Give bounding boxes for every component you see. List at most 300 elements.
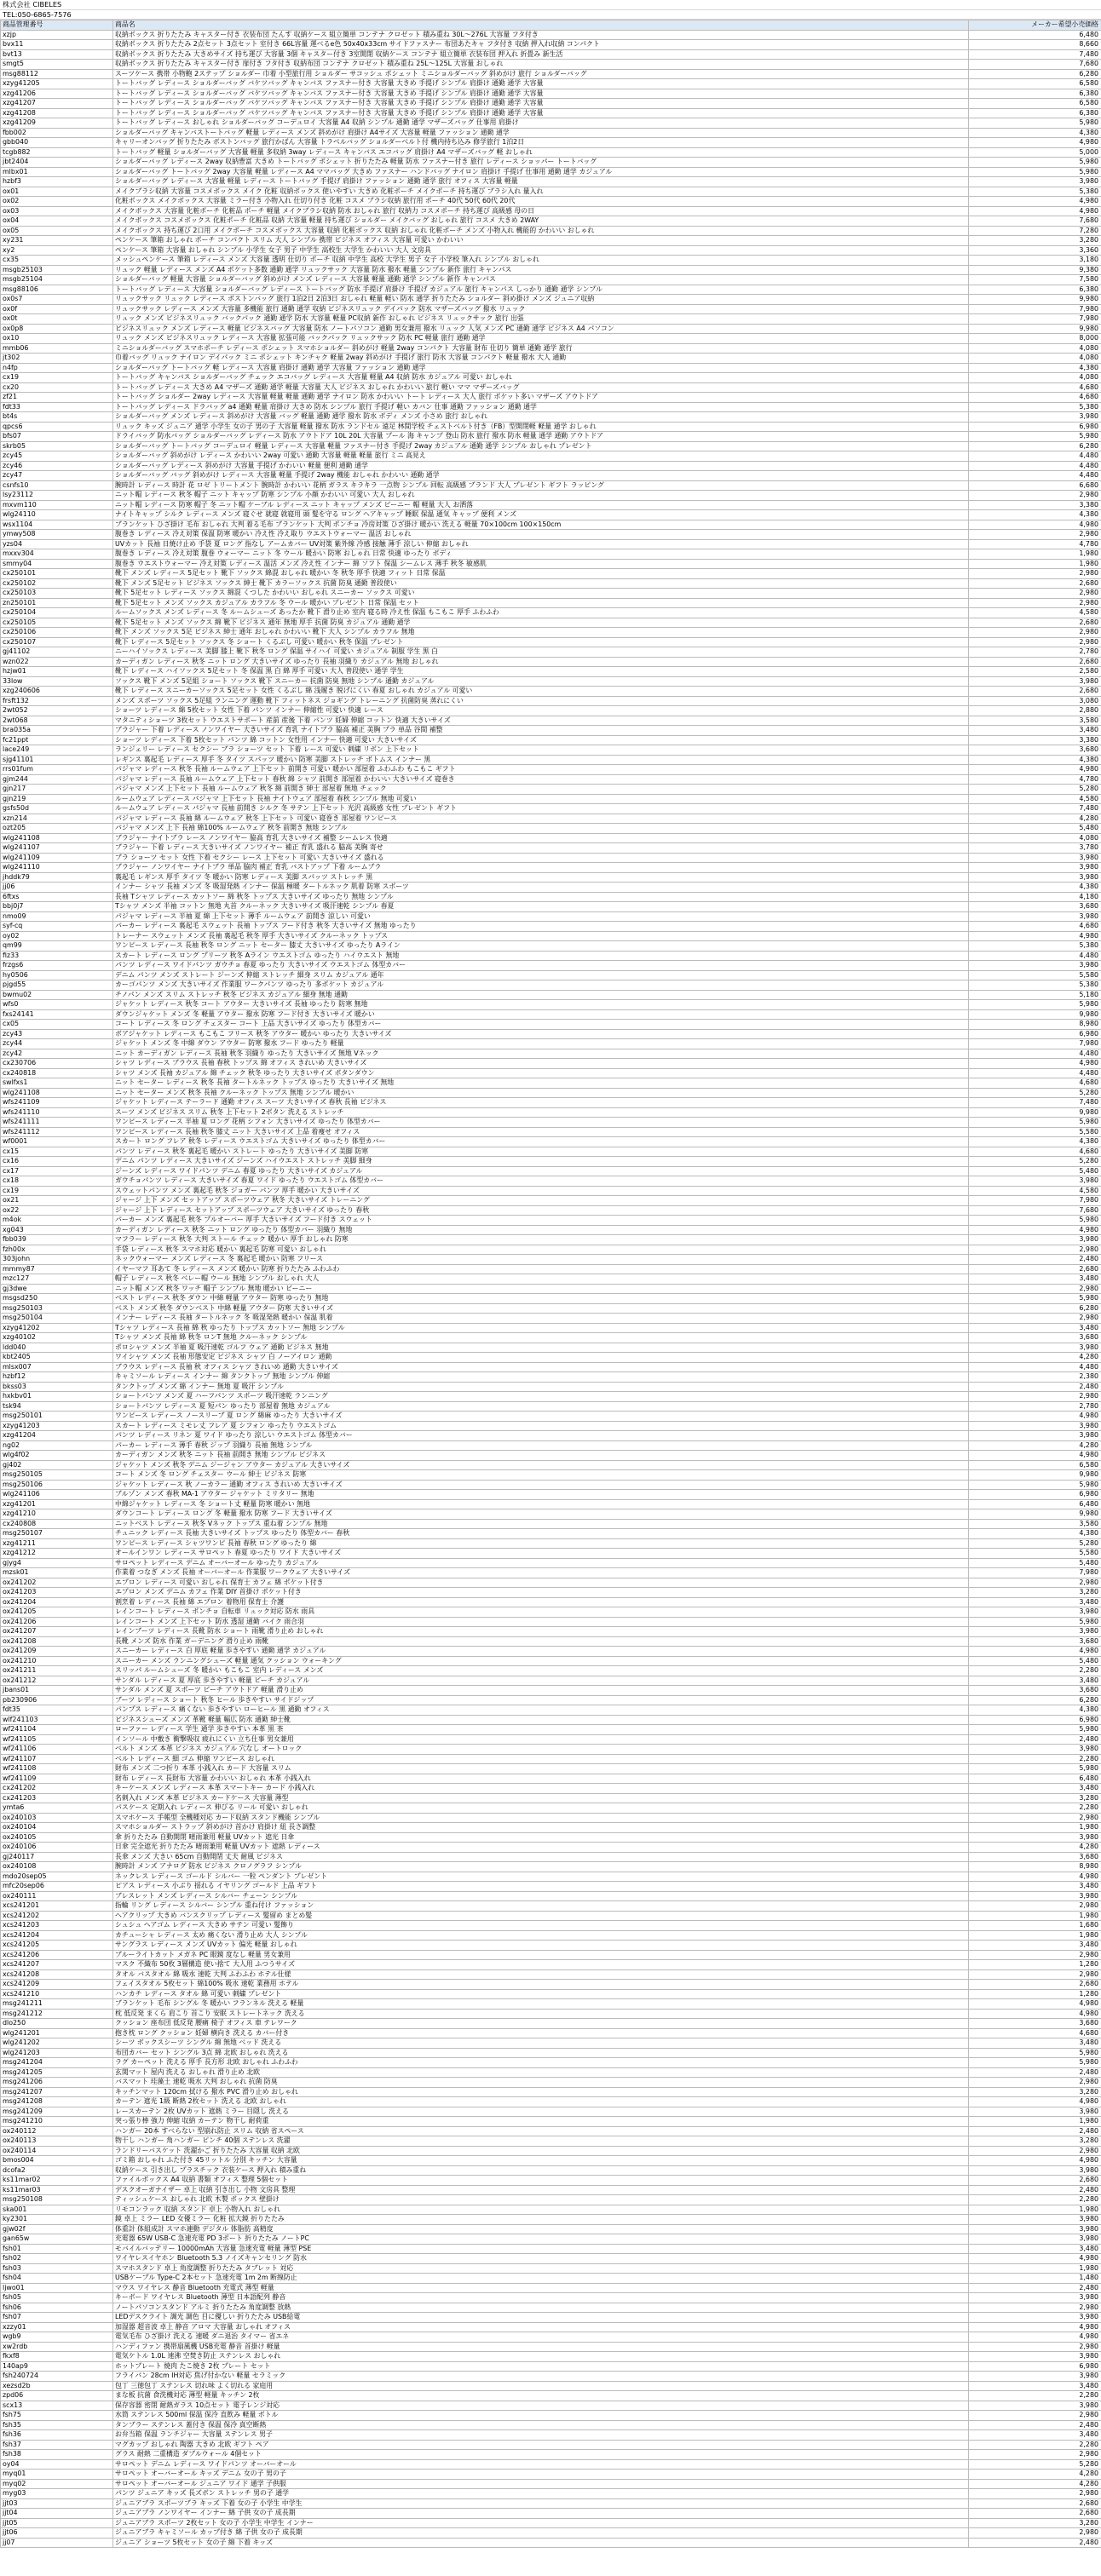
- cell-product-id[interactable]: zn250101: [1, 598, 113, 608]
- cell-product-id[interactable]: cx250106: [1, 628, 113, 638]
- cell-product-id[interactable]: fsh38: [1, 2450, 113, 2460]
- cell-product-id[interactable]: wlg4f02: [1, 1451, 113, 1461]
- cell-price[interactable]: 7,980: [969, 1568, 1101, 1578]
- cell-product-id[interactable]: wlg241110: [1, 863, 113, 873]
- cell-product-id[interactable]: xzg41212: [1, 1549, 113, 1559]
- cell-price[interactable]: 4,680: [969, 393, 1101, 403]
- cell-product-id[interactable]: wlg241201: [1, 2028, 113, 2038]
- cell-product-name[interactable]: 靴下 メンズ 5足セット ビジネス ソックス 紳士 靴下 カラーソックス 抗菌 防臭 通勤 普段使い: [113, 578, 969, 589]
- cell-product-id[interactable]: cx250105: [1, 618, 113, 628]
- cell-product-name[interactable]: ジャケット レディース 秋 ノーカラー 通勤 オフィス きれいめ 大きいサイズ: [113, 1480, 969, 1490]
- cell-product-id[interactable]: wlf241103: [1, 1715, 113, 1725]
- cell-product-name[interactable]: 傘 折りたたみ 自動開閉 晴雨兼用 軽量 UVカット 遮光 日傘: [113, 1832, 969, 1843]
- cell-product-id[interactable]: wlg241108: [1, 833, 113, 843]
- cell-product-name[interactable]: ショーツ レディース 綿 5枚セット 女性 下着 パンツ インナー 伸縮性 可愛い 快適 レース: [113, 706, 969, 716]
- cell-price[interactable]: 5,980: [969, 432, 1101, 442]
- cell-product-id[interactable]: gj402: [1, 1460, 113, 1470]
- cell-product-name[interactable]: スマホケース 手帳型 全機種対応 カード収納 スタンド機能 シンプル: [113, 1813, 969, 1823]
- cell-product-name[interactable]: 抱き枕 ロング クッション 妊婦 横向き 洗える カバー付き: [113, 2028, 969, 2038]
- cell-product-id[interactable]: smmy04: [1, 559, 113, 569]
- cell-price[interactable]: 3,480: [969, 1784, 1101, 1794]
- cell-product-name[interactable]: オールインワン レディース サロペット 春夏 ゆったり ワイド 大きいサイズ: [113, 1549, 969, 1559]
- cell-product-id[interactable]: xcs241205: [1, 1941, 113, 1951]
- cell-product-id[interactable]: mzc127: [1, 1274, 113, 1285]
- cell-price[interactable]: 4,480: [969, 461, 1101, 471]
- cell-product-name[interactable]: 財布 レディース 長財布 大容量 かわいい おしゃれ 本革 小銭入れ: [113, 1774, 969, 1784]
- cell-price[interactable]: 3,980: [969, 2165, 1101, 2176]
- cell-product-id[interactable]: jjt03: [1, 2498, 113, 2509]
- cell-product-name[interactable]: ジュニア ショーツ 5枚セット 女の子 綿 下着 キッズ: [113, 2538, 969, 2548]
- cell-product-id[interactable]: cx250102: [1, 578, 113, 589]
- cell-product-id[interactable]: bvx11: [1, 40, 113, 50]
- cell-price[interactable]: 4,380: [969, 1137, 1101, 1147]
- cell-product-id[interactable]: ljwo01: [1, 2283, 113, 2293]
- cell-price[interactable]: 3,480: [969, 1597, 1101, 1607]
- cell-product-id[interactable]: ox0s7: [1, 295, 113, 305]
- cell-price[interactable]: 3,480: [969, 2244, 1101, 2254]
- cell-product-name[interactable]: カーディガン メンズ 秋冬 ニット 長袖 前開き 無地 シンプル ビジネス: [113, 1451, 969, 1461]
- cell-product-name[interactable]: ブラジャー 下着 レディース ノンワイヤー 大きいサイズ 育乳 ナイトブラ 脇高 補正 美胸 ブラ 単品 谷間 補整: [113, 726, 969, 736]
- cell-product-name[interactable]: パジャマ レディース 半袖 夏 綿 上下セット 薄手 ルームウェア 前開き 涼しい 可愛い: [113, 911, 969, 922]
- cell-product-name[interactable]: Tシャツ レディース 長袖 綿 秋 ゆったり トップス カットソー 無地 シンプル: [113, 1323, 969, 1333]
- cell-product-name[interactable]: リュック メンズ ビジネスリュック バックパック 通勤 通学 防水 大容量 軽量 PC収納 新作 おしゃれ ビジネス リュックサック 旅行 出張: [113, 314, 969, 325]
- cell-product-name[interactable]: 包丁 三徳包丁 ステンレス 切れ味 よく切れる 家庭用: [113, 2381, 969, 2391]
- cell-product-id[interactable]: ozt205: [1, 824, 113, 834]
- cell-price[interactable]: 3,580: [969, 716, 1101, 726]
- cell-product-name[interactable]: ニーハイソックス レディース 美脚 膝上 靴下 秋冬 ロング 保温 サイハイ 可愛い カジュアル 制服 学生 黒 白: [113, 647, 969, 658]
- cell-product-id[interactable]: fc21ppt: [1, 735, 113, 745]
- cell-price[interactable]: 2,980: [969, 2450, 1101, 2460]
- cell-price[interactable]: 3,980: [969, 2215, 1101, 2225]
- cell-product-name[interactable]: ベルト レディース 細 ゴム 伸縮 ワンピース おしゃれ: [113, 1754, 969, 1764]
- cell-price[interactable]: 2,380: [969, 1372, 1101, 1383]
- cell-product-id[interactable]: cx241203: [1, 1793, 113, 1803]
- cell-price[interactable]: 3,980: [969, 1343, 1101, 1353]
- cell-product-id[interactable]: ox22: [1, 1205, 113, 1216]
- cell-price[interactable]: 4,180: [969, 892, 1101, 902]
- cell-product-name[interactable]: トートバッグ レディース 大きめ A4 マザーズ 通勤 通学 軽量 大容量 大人 ビジネス おしゃれ かわいい 旅行 軽い ママ マザーズバッグ: [113, 382, 969, 393]
- cell-product-name[interactable]: カーテン 遮光 1級 断熱 2枚セット 洗える 北欧 おしゃれ: [113, 2097, 969, 2107]
- cell-price[interactable]: 4,480: [969, 1049, 1101, 1059]
- cell-product-name[interactable]: 靴下 5足セット メンズ ソックス 綿 靴下 ビジネス 通年 無地 厚手 抗菌 防臭 カジュアル 通勤 通学: [113, 618, 969, 628]
- cell-price[interactable]: 9,980: [969, 1509, 1101, 1520]
- cell-product-name[interactable]: 靴下 メンズ ソックス 5足 ビジネス 紳士 通年 おしゃれ かわいい 靴下 大人 シンプル カラフル 無地: [113, 628, 969, 638]
- cell-price[interactable]: 4,280: [969, 1353, 1101, 1363]
- cell-price[interactable]: 6,380: [969, 89, 1101, 99]
- cell-product-name[interactable]: パスケース 定期入れ レディース 伸びる リール 可愛い おしゃれ: [113, 1803, 969, 1814]
- cell-product-id[interactable]: xezsd2b: [1, 2381, 113, 2391]
- cell-product-name[interactable]: 収納ボックス 折りたたみ 大きめサイズ 持ち運び 大容量 3個 キャスター付き 3室開閉 収納ケース コンテナ 組立簡単 衣装布団 押入れ 折畳み 新生活: [113, 49, 969, 60]
- cell-product-name[interactable]: ニット セーター メンズ 秋冬 長袖 クルーネック トップス 無地 シンプル 暖かい: [113, 1088, 969, 1098]
- cell-product-name[interactable]: 布団カバー セット シングル 3点 綿 北欧 おしゃれ 洗える: [113, 2048, 969, 2058]
- cell-product-name[interactable]: ブラジャー 下着 レディース 大きいサイズ ノンワイヤー 補正 育乳 盛れる 脇高 美胸 寄せ: [113, 843, 969, 854]
- cell-product-id[interactable]: fsh03: [1, 2263, 113, 2274]
- cell-product-id[interactable]: ox0p8: [1, 324, 113, 334]
- cell-product-id[interactable]: xzg41211: [1, 1538, 113, 1549]
- cell-product-name[interactable]: ショルダーバッグ トートバッグ 2way 大容量 軽量 レディース A4 ママバッグ 大きめ ファスナー ハンドバッグ ナイロン 肩掛け 手提げ 仕事用 通勤 通学 カジュアル: [113, 167, 969, 177]
- cell-price[interactable]: 4,980: [969, 1647, 1101, 1657]
- cell-product-name[interactable]: カーディガン レディース 秋冬 ニット ロング 大きいサイズ ゆったり 長袖 羽織り カジュアル 無地 おしゃれ: [113, 657, 969, 667]
- cell-product-name[interactable]: コート メンズ 冬 ロング チェスター ウール 紳士 ビジネス 防寒: [113, 1470, 969, 1481]
- cell-product-id[interactable]: wf241109: [1, 1774, 113, 1784]
- cell-product-id[interactable]: tsk94: [1, 1401, 113, 1412]
- cell-product-name[interactable]: UVカット 長袖 日焼け止め 手袋 夏 ロング 指なし アームカバー UV対策 紫外線 冷感 接触 薄手 涼しい 伸縮 おしゃれ: [113, 539, 969, 549]
- cell-product-name[interactable]: ワンピース レディース 長袖 秋冬 膝丈 ニット 大きいサイズ 上品 着痩せ オフィス: [113, 1127, 969, 1137]
- cell-price[interactable]: 2,980: [969, 1578, 1101, 1588]
- cell-price[interactable]: 3,980: [969, 2372, 1101, 2382]
- cell-product-id[interactable]: fzh00x: [1, 1245, 113, 1255]
- cell-product-name[interactable]: マスク 不織布 50枚 3層構造 使い捨て 大人用 ふつうサイズ: [113, 1960, 969, 1970]
- cell-product-name[interactable]: ジーンズ レディース ワイドパンツ デニム 春夏 ゆったり 大きいサイズ カジュアル: [113, 1166, 969, 1176]
- cell-product-name[interactable]: リュック 軽量 レディース メンズ A4 ポケット多数 通勤 通学 リュックサック 大容量 防水 撥水 軽量 シンプル 新作 旅行 キャンパス: [113, 265, 969, 275]
- cell-price[interactable]: 4,980: [969, 197, 1101, 207]
- cell-price[interactable]: 2,980: [969, 569, 1101, 579]
- cell-product-name[interactable]: リュックサック リュック レディース ボストンバッグ 旅行 1泊2日 2泊3日 おしゃれ 軽量 軽い 防水 通学 折りたたみ ショルダー 斜め掛け メンズ ジュニア収納: [113, 295, 969, 305]
- cell-price[interactable]: 4,980: [969, 1872, 1101, 1882]
- cell-price[interactable]: 6,580: [969, 79, 1101, 89]
- cell-product-name[interactable]: バスマット 珪藻土 速乾 吸水 大判 おしゃれ 抗菌 防臭: [113, 2078, 969, 2088]
- cell-product-id[interactable]: pjgd55: [1, 980, 113, 991]
- cell-price[interactable]: 3,980: [969, 2107, 1101, 2117]
- cell-product-id[interactable]: fiz33: [1, 951, 113, 961]
- cell-price[interactable]: 5,380: [969, 941, 1101, 952]
- cell-product-name[interactable]: デスクオーガナイザー 卓上 収納 引き出し 小物 文房具 整理: [113, 2185, 969, 2195]
- cell-price[interactable]: 4,280: [969, 1440, 1101, 1451]
- cell-product-name[interactable]: ワイシャツ メンズ 長袖 形態安定 ビジネス シャツ 白 ノーアイロン 通勤: [113, 1353, 969, 1363]
- cell-product-id[interactable]: wfs241110: [1, 1107, 113, 1118]
- cell-product-name[interactable]: ベスト レディース 秋冬 ダウン 中綿 軽量 アウター 防寒 ゆったり 無地: [113, 1294, 969, 1304]
- cell-product-id[interactable]: fsh75: [1, 2411, 113, 2421]
- cell-product-id[interactable]: mmb06: [1, 343, 113, 354]
- cell-product-name[interactable]: ショルダーバッグ キャンバストートバッグ 軽量 レディース メンズ 斜めがけ 肩掛け A4サイズ 大容量 軽量 ファッション 通勤 通学: [113, 128, 969, 138]
- cell-price[interactable]: 1,980: [969, 2117, 1101, 2127]
- cell-product-name[interactable]: ジュニアブラ ノンワイヤー インナー 綿 子供 女の子 成長期: [113, 2509, 969, 2519]
- cell-product-id[interactable]: qm99: [1, 941, 113, 952]
- cell-product-id[interactable]: bra035a: [1, 726, 113, 736]
- cell-product-name[interactable]: スカート レディース ミモレ丈 フレア 夏 シフォン ゆったり ウエストゴム: [113, 1421, 969, 1431]
- cell-product-name[interactable]: 体重計 体組成計 スマホ連動 デジタル 体脂肪 高精度: [113, 2224, 969, 2234]
- cell-product-id[interactable]: msg241208: [1, 2097, 113, 2107]
- cell-price[interactable]: 3,680: [969, 1636, 1101, 1647]
- cell-product-id[interactable]: ks11mar03: [1, 2185, 113, 2195]
- cell-price[interactable]: 2,880: [969, 706, 1101, 716]
- cell-product-name[interactable]: ジャージ 上下 レディース セットアップ スポーツウェア 大きいサイズ ゆったり 春秋: [113, 1205, 969, 1216]
- cell-price[interactable]: 2,980: [969, 589, 1101, 599]
- cell-price[interactable]: 2,980: [969, 2078, 1101, 2088]
- cell-product-id[interactable]: n4fp: [1, 363, 113, 373]
- cell-price[interactable]: 4,980: [969, 1412, 1101, 1422]
- cell-product-id[interactable]: wfs0: [1, 1000, 113, 1010]
- cell-product-id[interactable]: cx250107: [1, 637, 113, 647]
- cell-price[interactable]: 4,480: [969, 951, 1101, 961]
- cell-product-id[interactable]: wf241108: [1, 1764, 113, 1774]
- cell-product-name[interactable]: レギンス 裏起毛 レディース 厚手 冬 タイツ スパッツ 暖かい 防寒 美脚 ストレッチ ボトムス インナー 黒: [113, 755, 969, 765]
- cell-product-id[interactable]: wf241106: [1, 1745, 113, 1755]
- cell-product-name[interactable]: 巾着バッグ リュック ナイロン デイパック ミニ ポシェット キンチャク 軽量 2way 斜めがけ 手提げ 旅行 防水 大容量 コンパクト 軽量 撥水 大人 通勤: [113, 354, 969, 364]
- column-header-price[interactable]: メーカー希望小売価格: [969, 20, 1101, 31]
- cell-product-name[interactable]: インソール 中敷き 衝撃吸収 疲れにくい 立ち仕事 男女兼用: [113, 1734, 969, 1745]
- cell-product-id[interactable]: fsh05: [1, 2293, 113, 2303]
- cell-product-name[interactable]: リュック メンズ ビジネスリュック レディース 大容量 拡張可能 バックパック リュックサック 防水 PC 軽量 旅行 通勤 通学: [113, 334, 969, 344]
- cell-product-name[interactable]: ショルダーバッグ レディース 斜めがけ 大容量 手提げ かわいい 軽量 便利 通勤 通学: [113, 461, 969, 471]
- cell-product-name[interactable]: トートバッグ キャンバス ショルダーバッグ チェック エコバッグ レディース 大容量 軽量 A4 収納 防水 カジュアル 可愛い おしゃれ: [113, 373, 969, 383]
- cell-product-id[interactable]: cx19: [1, 373, 113, 383]
- cell-product-name[interactable]: パジャマ レディース 長袖 綿 ルームウェア 秋冬 上下セット 可愛い 寝巻き 部屋着 ワンピース: [113, 814, 969, 824]
- cell-product-name[interactable]: ニットベスト レディース 秋冬 Vネック トップス 重ね着 シンプル 無地: [113, 1519, 969, 1529]
- cell-price[interactable]: 2,680: [969, 1980, 1101, 1990]
- cell-product-id[interactable]: 303john: [1, 1255, 113, 1265]
- cell-price[interactable]: 2,280: [969, 2391, 1101, 2401]
- cell-product-name[interactable]: マウス ワイヤレス 静音 Bluetooth 充電式 薄型 軽量: [113, 2283, 969, 2293]
- cell-product-id[interactable]: xy231: [1, 236, 113, 246]
- cell-price[interactable]: 2,980: [969, 2411, 1101, 2421]
- cell-price[interactable]: 3,360: [969, 245, 1101, 256]
- cell-product-id[interactable]: bt4s: [1, 412, 113, 423]
- cell-product-id[interactable]: xzg41210: [1, 1509, 113, 1520]
- cell-product-id[interactable]: cx250103: [1, 589, 113, 599]
- cell-product-id[interactable]: xcs241207: [1, 1960, 113, 1970]
- cell-product-name[interactable]: ペンケース 筆箱 おしゃれ ポーチ コンパクト スリム 大人 シンプル 携帯 ビジネス オフィス 大容量 可愛い かわいい: [113, 236, 969, 246]
- cell-price[interactable]: 5,980: [969, 1118, 1101, 1128]
- cell-product-id[interactable]: fxs24141: [1, 1009, 113, 1020]
- cell-product-id[interactable]: ox240111: [1, 1891, 113, 1901]
- cell-product-name[interactable]: ファイルボックス A4 収納 書類 オフィス 整理 5個セット: [113, 2176, 969, 2186]
- cell-product-id[interactable]: mxvm110: [1, 500, 113, 510]
- cell-product-id[interactable]: jjt04: [1, 2509, 113, 2519]
- cell-product-name[interactable]: ペンケース 筆箱 大容量 おしゃれ シンプル 小学生 女子 男子 中学生 高校生 大学生 かわいい 大人 文房具: [113, 245, 969, 256]
- cell-product-id[interactable]: xzyg41202: [1, 1323, 113, 1333]
- cell-product-id[interactable]: fsh07: [1, 2313, 113, 2323]
- cell-product-id[interactable]: msg250103: [1, 1303, 113, 1314]
- cell-price[interactable]: 2,480: [969, 1734, 1101, 1745]
- cell-product-name[interactable]: ショーツ レディース 下着 5枚セット パンツ 綿 コットン 女性用 インナー 快適 可愛い 大きいサイズ: [113, 735, 969, 745]
- cell-product-name[interactable]: ローファー レディース 学生 通学 歩きやすい 本革 黒 茶: [113, 1725, 969, 1735]
- cell-product-name[interactable]: ナイトキャップ シルク レディース メンズ 寝ぐせ 就寝 就寝用 頭 髪を守る ロング ヘアキャップ 睡眠 保温 通気 キャップ 便利 メンズ: [113, 510, 969, 520]
- cell-product-name[interactable]: エプロン レディース 可愛い おしゃれ 保育士 カフェ 綿 ポケット付き: [113, 1578, 969, 1588]
- cell-price[interactable]: 2,980: [969, 2489, 1101, 2499]
- cell-price[interactable]: 6,980: [969, 2361, 1101, 2372]
- cell-product-name[interactable]: 靴下 メンズ レディース 5足セット 靴下 ソックス 綿混 おしゃれ 暖かい 冬 秋冬 厚手 快適 フィット 日常 保温: [113, 569, 969, 579]
- cell-price[interactable]: 3,980: [969, 2352, 1101, 2362]
- cell-product-id[interactable]: xcs241204: [1, 1930, 113, 1941]
- cell-product-name[interactable]: まな板 抗菌 食洗機対応 薄型 軽量 キッチン 2枚: [113, 2391, 969, 2401]
- cell-product-name[interactable]: サンダル メンズ 夏 スポーツ ビーチ アウトドア 軽量 滑り止め: [113, 1686, 969, 1696]
- cell-product-name[interactable]: 長傘 メンズ 大きい 65cm 自動開閉 丈夫 耐風 ビジネス: [113, 1852, 969, 1862]
- cell-product-name[interactable]: サロペット オーバーオール キッズ デニム 女の子 男の子: [113, 2470, 969, 2480]
- cell-product-id[interactable]: msg250104: [1, 1314, 113, 1324]
- cell-price[interactable]: 3,980: [969, 2293, 1101, 2303]
- cell-product-id[interactable]: cx16: [1, 1157, 113, 1167]
- cell-price[interactable]: 2,980: [969, 1901, 1101, 1912]
- cell-product-name[interactable]: トートバッグ レディース ショルダーバッグ バケツバッグ キャンバス ファスナー付き 大容量 大きめ 手提げ シンプル 肩掛け 通勤 通学 大容量: [113, 89, 969, 99]
- cell-product-id[interactable]: zpd06: [1, 2391, 113, 2401]
- cell-product-name[interactable]: トートバッグ レディース おしゃれ ショルダーバッグ コーデュロイ 大容量 A4 収納 シンプル 通勤 通学 マザーズバッグ 仕事用 肩掛け: [113, 118, 969, 129]
- cell-product-name[interactable]: シャツ メンズ 長袖 カジュアル 綿 チェック 秋冬 ゆったり 大きいサイズ ボタンダウン: [113, 1068, 969, 1078]
- cell-price[interactable]: 5,280: [969, 785, 1101, 795]
- cell-product-id[interactable]: fsh01: [1, 2244, 113, 2254]
- cell-product-id[interactable]: msgsd250: [1, 1294, 113, 1304]
- cell-price[interactable]: 3,980: [969, 911, 1101, 922]
- cell-product-name[interactable]: 突っ張り棒 強力 伸縮 収納 カーテン 物干し 耐荷重: [113, 2117, 969, 2127]
- cell-price[interactable]: 5,980: [969, 1725, 1101, 1735]
- cell-product-name[interactable]: ガウチョパンツ レディース 大きいサイズ 春夏 ワイド ゆったり ウエストゴム 体型カバー: [113, 1176, 969, 1187]
- cell-product-name[interactable]: サロペット オーバーオール ジュニア ワイド 通学 子供服: [113, 2479, 969, 2489]
- cell-product-name[interactable]: ラグ カーペット 洗える 厚手 長方形 北欧 おしゃれ ふわふわ: [113, 2058, 969, 2068]
- cell-price[interactable]: 2,980: [969, 1392, 1101, 1402]
- cell-price[interactable]: 2,680: [969, 2176, 1101, 2186]
- cell-product-id[interactable]: msg88112: [1, 69, 113, 79]
- cell-product-name[interactable]: ショルダーバッグ メンズ レディース 斜めがけ 大容量 バッグ 軽量 通勤 通学 撥水 防水 ボディ メンズ 小さめ 旅行 おしゃれ: [113, 412, 969, 423]
- cell-product-name[interactable]: ネックウォーマー メンズ レディース 冬 裏起毛 暖かい 防寒 フリース: [113, 1255, 969, 1265]
- cell-product-id[interactable]: smgt5: [1, 60, 113, 70]
- cell-product-name[interactable]: レースカーテン 2枚 UVカット 遮熱 ミラー 目隠し 洗える: [113, 2107, 969, 2117]
- cell-price[interactable]: 4,080: [969, 343, 1101, 354]
- cell-product-name[interactable]: シーツ ボックスシーツ シングル 綿 無地 ベッド 洗える: [113, 2038, 969, 2049]
- cell-product-name[interactable]: ジャージ 上下 メンズ セットアップ スポーツウェア 秋冬 大きいサイズ トレーニング: [113, 1196, 969, 1206]
- cell-price[interactable]: 9,980: [969, 295, 1101, 305]
- cell-product-id[interactable]: wsx1104: [1, 520, 113, 530]
- cell-product-id[interactable]: ox240114: [1, 2146, 113, 2156]
- cell-price[interactable]: 4,780: [969, 774, 1101, 785]
- cell-product-id[interactable]: wlg241203: [1, 2048, 113, 2058]
- cell-product-name[interactable]: トレーナー スウェット メンズ 長袖 裏起毛 秋冬 厚手 大きいサイズ クルーネック トップス: [113, 931, 969, 941]
- cell-product-id[interactable]: msg88106: [1, 285, 113, 295]
- cell-product-id[interactable]: wf241104: [1, 1725, 113, 1735]
- cell-price[interactable]: 3,080: [969, 696, 1101, 706]
- cell-product-id[interactable]: fbb039: [1, 1235, 113, 1245]
- cell-price[interactable]: 8,000: [969, 334, 1101, 344]
- cell-product-name[interactable]: スマホショルダー ストラップ 斜めがけ 首かけ 肩掛け 紐 長さ調整: [113, 1823, 969, 1833]
- cell-product-name[interactable]: ベスト メンズ 秋冬 ダウンベスト 中綿 軽量 アウター 防寒 大きいサイズ: [113, 1303, 969, 1314]
- cell-price[interactable]: 3,480: [969, 1882, 1101, 1892]
- cell-product-id[interactable]: ox04: [1, 216, 113, 227]
- cell-product-name[interactable]: レインコート レディース ポンチョ 自転車 リュック対応 防水 雨具: [113, 1607, 969, 1618]
- cell-product-name[interactable]: シャツ レディース ブラウス 長袖 春秋 トップス 綿 オフィス きれいめ 大きいサイズ: [113, 1059, 969, 1069]
- cell-product-name[interactable]: 収納ボックス 折りたたみ キャスター付き 扉付き フタ付き 収納布団 コンテナ クロゼット 積み重ね 25L〜125L 大容量 おしゃれ: [113, 60, 969, 70]
- cell-product-name[interactable]: クッション 座布団 低反発 腰痛 椅子 オフィス 車 テレワーク: [113, 2019, 969, 2029]
- cell-product-id[interactable]: mlbx01: [1, 167, 113, 177]
- cell-price[interactable]: 6,680: [969, 480, 1101, 491]
- cell-product-name[interactable]: ダウンコート レディース ロング 冬 軽量 撥水 防寒 フード 大きいサイズ: [113, 1509, 969, 1520]
- cell-product-id[interactable]: gjn219: [1, 794, 113, 804]
- cell-product-name[interactable]: ワンピース レディース ノースリーブ 夏 ロング 綿麻 ゆったり 大きいサイズ: [113, 1412, 969, 1422]
- cell-product-id[interactable]: xzg41204: [1, 1431, 113, 1441]
- cell-product-name[interactable]: キャミソール レディース インナー 綿 タンクトップ 無地 シンプル 伸縮: [113, 1372, 969, 1383]
- cell-product-id[interactable]: zf21: [1, 393, 113, 403]
- cell-product-name[interactable]: インナー シャツ 長袖 メンズ 冬 吸湿発熱 インナー 保温 極暖 タートルネック 肌着 防寒 スポーツ: [113, 883, 969, 893]
- cell-price[interactable]: 5,980: [969, 2058, 1101, 2068]
- cell-price[interactable]: 5,580: [969, 1549, 1101, 1559]
- cell-product-id[interactable]: wlg24110: [1, 510, 113, 520]
- cell-product-id[interactable]: xzg41208: [1, 108, 113, 118]
- cell-product-name[interactable]: チノパン メンズ スリム ストレッチ 秋冬 ビジネス カジュアル 細身 無地 通勤: [113, 990, 969, 1000]
- cell-price[interactable]: 3,980: [969, 872, 1101, 883]
- cell-product-name[interactable]: トートバッグ レディース ショルダーバッグ バケツバッグ キャンバス ファスナー付き 大容量 大きめ 手提げ シンプル 肩掛け 通勤 通学 大容量: [113, 79, 969, 89]
- cell-product-id[interactable]: ldd040: [1, 1343, 113, 1353]
- cell-price[interactable]: 3,780: [969, 843, 1101, 854]
- cell-product-id[interactable]: wzn022: [1, 657, 113, 667]
- cell-product-name[interactable]: パンプス レディース 痛くない 歩きやすい ローヒール 黒 通勤 オフィス: [113, 1705, 969, 1716]
- cell-price[interactable]: 5,280: [969, 1538, 1101, 1549]
- cell-price[interactable]: 4,280: [969, 2470, 1101, 2480]
- cell-product-id[interactable]: zcy44: [1, 1039, 113, 1049]
- cell-price[interactable]: 9,980: [969, 1470, 1101, 1481]
- cell-product-name[interactable]: メイクボックス 持ち運び 2口用 メイクポーチ コスメボックス 大容量 収納 化粧ボックス 収納 おしゃれ 化粧ポーチ メンズ 小物入れ 機能的 かわいい おしゃれ: [113, 226, 969, 236]
- cell-product-name[interactable]: Tシャツ メンズ 半袖 コットン 無地 丸首 クルーネック 大きいサイズ 吸汗速乾 シンプル 春夏: [113, 902, 969, 912]
- cell-product-id[interactable]: msg241205: [1, 2067, 113, 2078]
- cell-product-id[interactable]: nmo09: [1, 911, 113, 922]
- cell-product-id[interactable]: xg043: [1, 1225, 113, 1235]
- cell-product-id[interactable]: msg241212: [1, 2009, 113, 2019]
- cell-product-name[interactable]: ニット帽 レディース 秋冬 帽子 ニット キャップ 防寒 シンプル 小顔 かわいい 可愛い 大人 おしゃれ: [113, 491, 969, 501]
- cell-product-name[interactable]: メイクボックス コスメボックス 化粧ポーチ 化粧品 収納 大容量 軽量 持ち運び ショルダー メイクバッグ おしゃれ 旅行 コスメ 大きめ 2WAY: [113, 216, 969, 227]
- cell-price[interactable]: 3,680: [969, 1686, 1101, 1696]
- cell-product-id[interactable]: hy0506: [1, 970, 113, 980]
- cell-product-name[interactable]: トートバッグ レディース ショルダーバッグ バケツバッグ キャンバス ファスナー付き 大容量 大きめ 手提げ シンプル 肩掛け 通勤 通学 大容量: [113, 99, 969, 109]
- cell-product-name[interactable]: 収納ボックス 折りたたみ 2点セット 3点セット 室付き 66L容量 運べるe色 50x40x33cm サイドファスナー 布団あたキャ フタ付き 収納 押入れ収納 コンパクト: [113, 40, 969, 50]
- cell-product-name[interactable]: スリッパ ルームシューズ 冬 暖かい もこもこ 室内 レディース メンズ: [113, 1666, 969, 1676]
- cell-price[interactable]: 9,980: [969, 324, 1101, 334]
- cell-product-id[interactable]: xzzy01: [1, 2322, 113, 2332]
- cell-product-id[interactable]: wf241105: [1, 1734, 113, 1745]
- cell-price[interactable]: 6,980: [969, 1029, 1101, 1039]
- cell-product-name[interactable]: ブランケット ひざ掛け 毛布 おしゃれ 大判 着る毛布 ブランケット 大判 ポンチョ 冷房対策 ひざ掛け 暖かい 洗える 軽量 70×100cm 100×150cm: [113, 520, 969, 530]
- cell-price[interactable]: 4,980: [969, 520, 1101, 530]
- cell-product-name[interactable]: スマホスタンド 卓上 角度調整 折りたたみ タブレット 対応: [113, 2263, 969, 2274]
- cell-product-id[interactable]: yzs04: [1, 539, 113, 549]
- cell-price[interactable]: 2,480: [969, 2420, 1101, 2430]
- cell-product-id[interactable]: fdt33: [1, 402, 113, 412]
- cell-product-id[interactable]: bvt13: [1, 49, 113, 60]
- cell-product-name[interactable]: お弁当箱 保温 ランチジャー 大容量 ステンレス 男子: [113, 2430, 969, 2441]
- cell-product-name[interactable]: トートバッグ レディース ショルダーバッグ バケツバッグ キャンバス ファスナー付き 大容量 大きめ 手提げ シンプル 肩掛け 通勤 通学 大容量: [113, 108, 969, 118]
- cell-product-id[interactable]: zcy46: [1, 461, 113, 471]
- cell-price[interactable]: 1,980: [969, 2263, 1101, 2274]
- cell-product-name[interactable]: 水筒 ステンレス 500ml 保温 保冷 直飲み 軽量 ボトル: [113, 2411, 969, 2421]
- cell-product-name[interactable]: サンダル レディース 夏 厚底 歩きやすい 軽量 ビーチ カジュアル: [113, 1676, 969, 1686]
- cell-product-name[interactable]: エプロン メンズ デニム カフェ 作業 DIY 首掛け ポケット付き: [113, 1588, 969, 1598]
- cell-product-name[interactable]: パジャマ レディース 長袖 ルームウェア 上下セット 春秋 綿 シャツ 前開き 部屋着 かわいい 大きいサイズ 寝巻き: [113, 774, 969, 785]
- cell-product-id[interactable]: wlg241107: [1, 843, 113, 854]
- cell-product-id[interactable]: rrs01fum: [1, 765, 113, 775]
- cell-product-id[interactable]: 33low: [1, 676, 113, 687]
- cell-product-name[interactable]: 靴下 レディース スニーカーソックス 5足セット 女性 くるぶし 綿 浅履き 脱げにくい 春夏 おしゃれ カジュアル 可愛い: [113, 687, 969, 697]
- cell-product-name[interactable]: パジャマ メンズ 上下セット 長袖 ルームウェア 秋冬 綿 前開き 紳士 部屋着 無地 チェック: [113, 785, 969, 795]
- cell-price[interactable]: 6,280: [969, 1695, 1101, 1705]
- cell-price[interactable]: 2,980: [969, 2342, 1101, 2352]
- cell-product-id[interactable]: sjg41101: [1, 755, 113, 765]
- cell-product-name[interactable]: ルームウェア レディース パジャマ 長袖 前開き シルク 冬 サテン 上下セット 光沢 高級感 女性 プレゼント ギフト: [113, 804, 969, 814]
- cell-product-name[interactable]: ビジネスシューズ メンズ 革靴 軽量 幅広 防水 通勤 紳士靴: [113, 1715, 969, 1725]
- cell-price[interactable]: 6,980: [969, 422, 1101, 432]
- cell-price[interactable]: 6,280: [969, 1303, 1101, 1314]
- cell-price[interactable]: 3,980: [969, 1235, 1101, 1245]
- cell-product-id[interactable]: cx19: [1, 1186, 113, 1196]
- cell-product-id[interactable]: ox241207: [1, 1627, 113, 1637]
- cell-product-name[interactable]: 帽子 レディース 秋冬 ベレー帽 ウール 無地 シンプル おしゃれ 大人: [113, 1274, 969, 1285]
- cell-product-id[interactable]: msgb25104: [1, 275, 113, 285]
- cell-product-name[interactable]: レインコート メンズ 上下セット 防水 透湿 通勤 バイク 雨合羽: [113, 1617, 969, 1627]
- cell-product-id[interactable]: gjyg4: [1, 1558, 113, 1568]
- cell-price[interactable]: 2,480: [969, 1382, 1101, 1392]
- cell-price[interactable]: 3,980: [969, 1832, 1101, 1843]
- cell-price[interactable]: 4,780: [969, 539, 1101, 549]
- cell-price[interactable]: 4,580: [969, 608, 1101, 618]
- cell-price[interactable]: 4,080: [969, 373, 1101, 383]
- cell-product-name[interactable]: ワンピース レディース シャツワンピ 長袖 春秋 ロング ゆったり 綿: [113, 1538, 969, 1549]
- cell-product-name[interactable]: ランドリーバスケット 洗濯かご 折りたたみ 大容量 収納 北欧: [113, 2146, 969, 2156]
- cell-product-name[interactable]: スウェットパンツ メンズ 裏起毛 秋冬 ジョガー パンツ 厚手 暖かい 大きいサイズ: [113, 1186, 969, 1196]
